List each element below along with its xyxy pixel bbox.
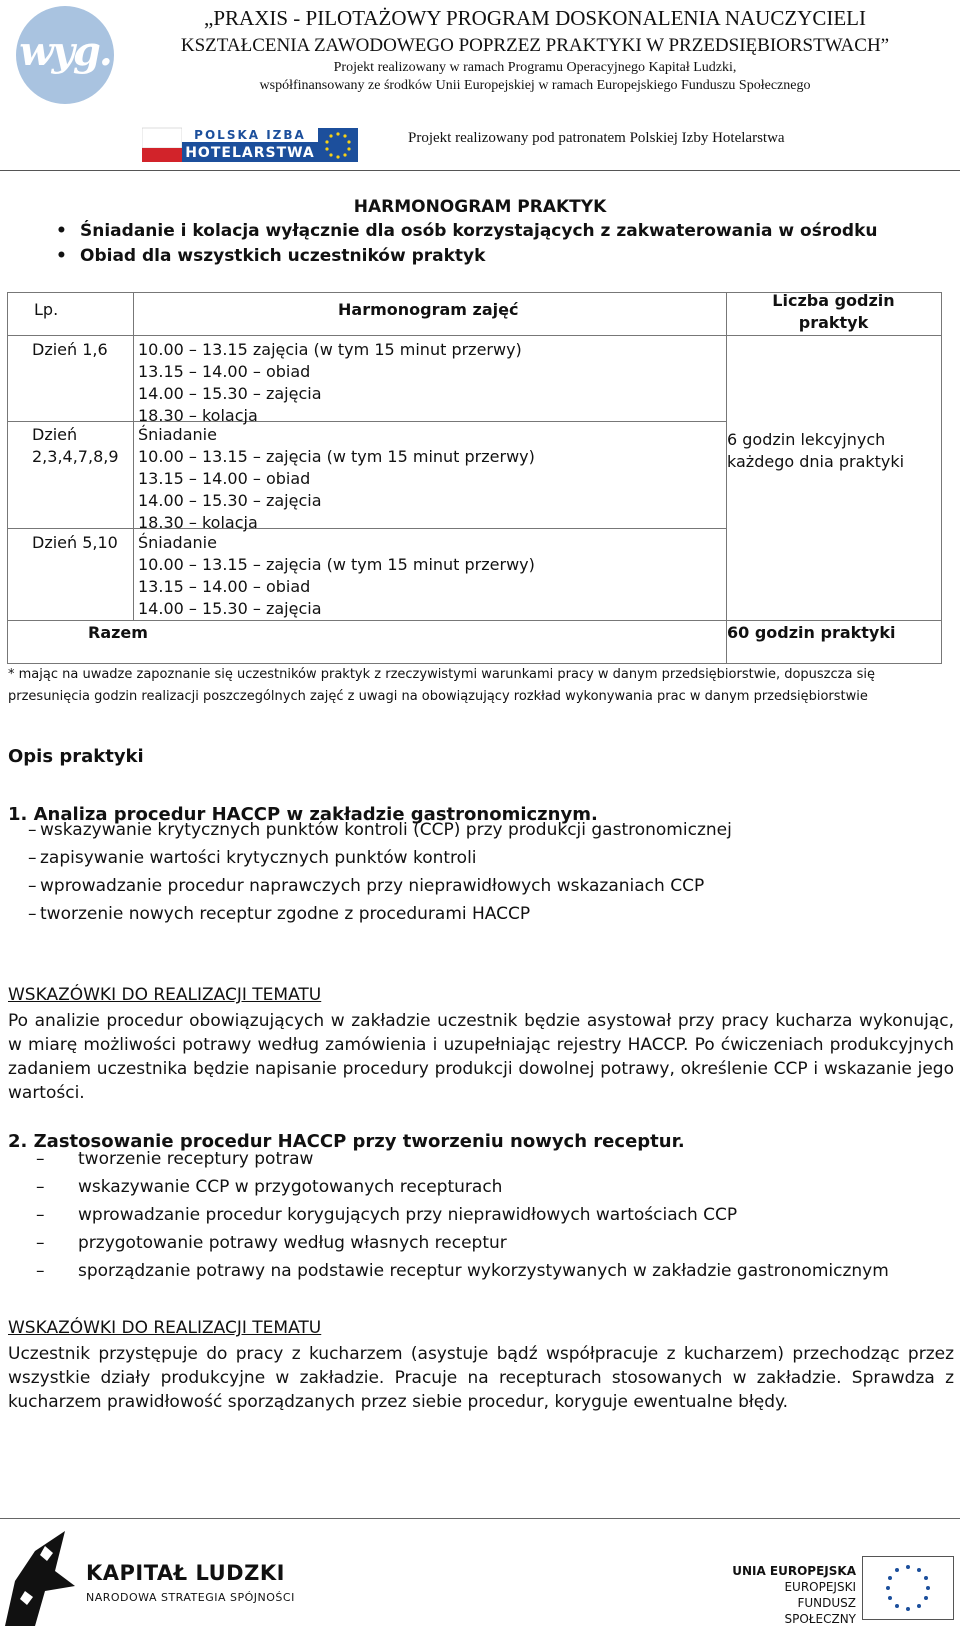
list-item-text: tworzenie receptury potraw [78, 1149, 314, 1169]
list-item: – wskazywanie krytycznych punktów kontroli (CCP) przy produkcji gastronomicznej [28, 820, 732, 840]
list-item: – wprowadzanie procedur korygujących przy nieprawidłowych wartościach CCP [36, 1205, 738, 1225]
list-item: – wprowadzanie procedur naprawczych przy nieprawidłowych wskazaniach CCP [28, 876, 705, 896]
section1-guidance-heading: WSKAZÓWKI DO REALIZACJI TEMATU [8, 985, 322, 1005]
section1-heading: 1. Analiza procedur HACCP w zakładzie gastronomicznym. [8, 804, 598, 825]
schedule-item: 18.30 – kolacja [138, 513, 258, 532]
schedule-item: 18.30 – kolacja [138, 406, 258, 425]
eu-fund-text [730, 1563, 856, 1627]
kapital-ludzki-subtitle: NARODOWA STRATEGIA SPÓJNOŚCI [86, 1591, 295, 1604]
section-heading-opis: Opis praktyki [8, 746, 144, 767]
kapital-ludzki-logo [5, 1531, 77, 1626]
table-row-day: Dzień 1,6 [32, 340, 108, 359]
list-item-text: wskazywanie krytycznych punktów kontroli (CCP) przy produkcji gastronomicznej [40, 820, 732, 840]
schedule-item: 10.00 – 13.15 – zajęcia (w tym 15 minut przerwy) [138, 555, 535, 574]
total-label: Razem [88, 623, 148, 642]
table-row-day-line1: Dzień [32, 425, 78, 444]
schedule-item: Śniadanie [138, 533, 217, 552]
total-value: 60 godzin praktyki [727, 623, 896, 642]
document-header [0, 0, 960, 171]
list-item-text: sporządzanie potrawy na podstawie receptur wykorzystywanych w zakładzie gastronomicznym [78, 1261, 889, 1281]
column-header-hours-line1: Liczba godzin [772, 291, 895, 310]
list-item: – tworzenie nowych receptur zgodne z procedurami HACCP [28, 904, 531, 924]
patron-text: Projekt realizowany pod patronatem Polskiej Izby Hotelarstwa [408, 130, 785, 146]
hours-per-day-line2: każdego dnia praktyki [727, 452, 905, 471]
schedule-item: 14.00 – 15.30 – zajęcia [138, 384, 322, 403]
schedule-item: Śniadanie [138, 425, 217, 444]
wyg-logo-text: wyg. [19, 28, 111, 75]
schedule-footnote: * mając na uwadze zapoznanie się uczestników praktyk z rzeczywistymi warunkami pracy w danym przedsiębiorstwie, dopuszcza się przesunięcia godzin realizacji poszczególnych zajęć z uwagi na obowiązujący rozkład wykonywania prac w danym przedsiębiorstwie [8, 667, 875, 704]
list-item: – sporządzanie potrawy na podstawie receptur wykorzystywanych w zakładzie gastronomicznym [36, 1261, 889, 1281]
header-funding-line: Projekt realizowany w ramach Programu Operacyjnego Kapitał Ludzki, [333, 60, 737, 75]
list-item-text: zapisywanie wartości krytycznych punktów kontroli [40, 848, 477, 868]
section1-list [28, 816, 732, 928]
bullet-text: Śniadanie i kolacja wyłącznie dla osób korzystających z zakwaterowania w ośrodku [80, 221, 878, 241]
pih-logo-top-text: POLSKA IZBA [194, 128, 306, 142]
eu-text-line2: EUROPEJSKI [784, 1580, 856, 1594]
eu-flag-icon [862, 1556, 954, 1620]
table-divider [133, 293, 134, 620]
section2-guidance-heading: WSKAZÓWKI DO REALIZACJI TEMATU [8, 1318, 322, 1338]
table-divider [8, 620, 941, 621]
schedule-table [7, 292, 942, 664]
table-row-day [32, 424, 119, 468]
schedule-item: 14.00 – 15.30 – zajęcia [138, 599, 322, 618]
pih-logo-bottom-text: HOTELARSTWA [185, 145, 315, 161]
header-program-title: „PRAXIS - PILOTAŻOWY PROGRAM DOSKONALENIA NAUCZYCIELI [204, 6, 866, 30]
schedule-item: 14.00 – 15.30 – zajęcia [138, 491, 322, 510]
schedule-item: 13.15 – 14.00 – obiad [138, 577, 311, 596]
list-item-text: przygotowanie potrawy według własnych receptur [78, 1233, 507, 1253]
hours-per-day-line1: 6 godzin lekcyjnych [727, 430, 886, 449]
list-item-text: wskazywanie CCP w przygotowanych recepturach [78, 1177, 503, 1197]
list-item: – zapisywanie wartości krytycznych punktów kontroli [28, 848, 477, 868]
page-title: HARMONOGRAM PRAKTYK [353, 197, 607, 217]
schedule-item: 10.00 – 13.15 – zajęcia (w tym 15 minut przerwy) [138, 447, 535, 466]
table-row-day-line2: 2,3,4,7,8,9 [32, 447, 119, 466]
eu-text-line3: FUNDUSZ SPOŁECZNY [784, 1596, 856, 1626]
header-cofunding-line: współfinansowany ze środków Unii Europejskiej w ramach Europejskiego Funduszu Społecznego [259, 78, 811, 93]
eu-text-line1: UNIA EUROPEJSKA [732, 1564, 856, 1578]
list-item: – przygotowanie potrawy według własnych receptur [36, 1233, 507, 1253]
schedule-item: 13.15 – 14.00 – obiad [138, 362, 311, 381]
table-row-schedule [138, 424, 535, 534]
table-divider [8, 335, 941, 336]
section2-heading: 2. Zastosowanie procedur HACCP przy tworzeniu nowych receptur. [8, 1131, 685, 1152]
kapital-ludzki-title: KAPITAŁ LUDZKI [86, 1561, 285, 1585]
list-item: – wskazywanie CCP w przygotowanych recepturach [36, 1177, 503, 1197]
pih-logo [142, 122, 372, 166]
list-item: – tworzenie receptury potraw [36, 1149, 314, 1169]
header-program-subtitle: KSZTAŁCENIA ZAWODOWEGO POPRZEZ PRAKTYKI W PRZEDSIĘBIORSTWACH” [180, 35, 890, 56]
section2-list [36, 1145, 889, 1285]
bullet-text: Obiad dla wszystkich uczestników praktyk [80, 246, 486, 266]
table-row-schedule [138, 339, 522, 427]
section2-guidance: Uczestnik przystępuje do pracy z kucharzem (asystuje bądź współpracuje z kucharzem) przechodząc przez wszystkie działy produkcyjne w zakładzie. Pracuje na recepturach stosowanych w zakładzie. Sprawdza z kucharzem prawidłowość sporządzanych przez siebie procedur, koryguje ewentualne błędy. [8, 1344, 954, 1412]
bullet-item [60, 246, 485, 266]
column-header-lp: Lp. [34, 300, 59, 319]
table-row-schedule [138, 532, 535, 620]
column-header-hours-line2: praktyk [798, 313, 869, 332]
table-divider [726, 293, 727, 663]
column-header-hours [726, 290, 941, 334]
schedule-item: 10.00 – 13.15 zajęcia (w tym 15 minut przerwy) [138, 340, 522, 359]
wyg-logo [16, 6, 114, 104]
list-item-text: wprowadzanie procedur korygujących przy nieprawidłowych wartościach CCP [78, 1205, 738, 1225]
column-header-schedule: Harmonogram zajęć [338, 300, 519, 319]
bullet-item [60, 221, 878, 241]
hours-per-day [727, 429, 904, 473]
document-footer [0, 1518, 960, 1631]
list-item-text: wprowadzanie procedur naprawczych przy nieprawidłowych wskazaniach CCP [40, 876, 705, 896]
table-row-day: Dzień 5,10 [32, 533, 118, 552]
schedule-item: 13.15 – 14.00 – obiad [138, 469, 311, 488]
list-item-text: tworzenie nowych receptur zgodne z procedurami HACCP [40, 904, 531, 924]
section1-guidance: Po analizie procedur obowiązujących w zakładzie uczestnik będzie asystował przy pracy kucharza wykonując, w miarę możliwości potrawy według zamówienia i uzupełniając rejestry HACCP. Po ćwiczeniach produkcyjnych zadaniem uczestnika będzie napisanie procedury produkcji dowolnej potrawy, określenie CCP i wskazanie jego wartości. [8, 1011, 954, 1103]
